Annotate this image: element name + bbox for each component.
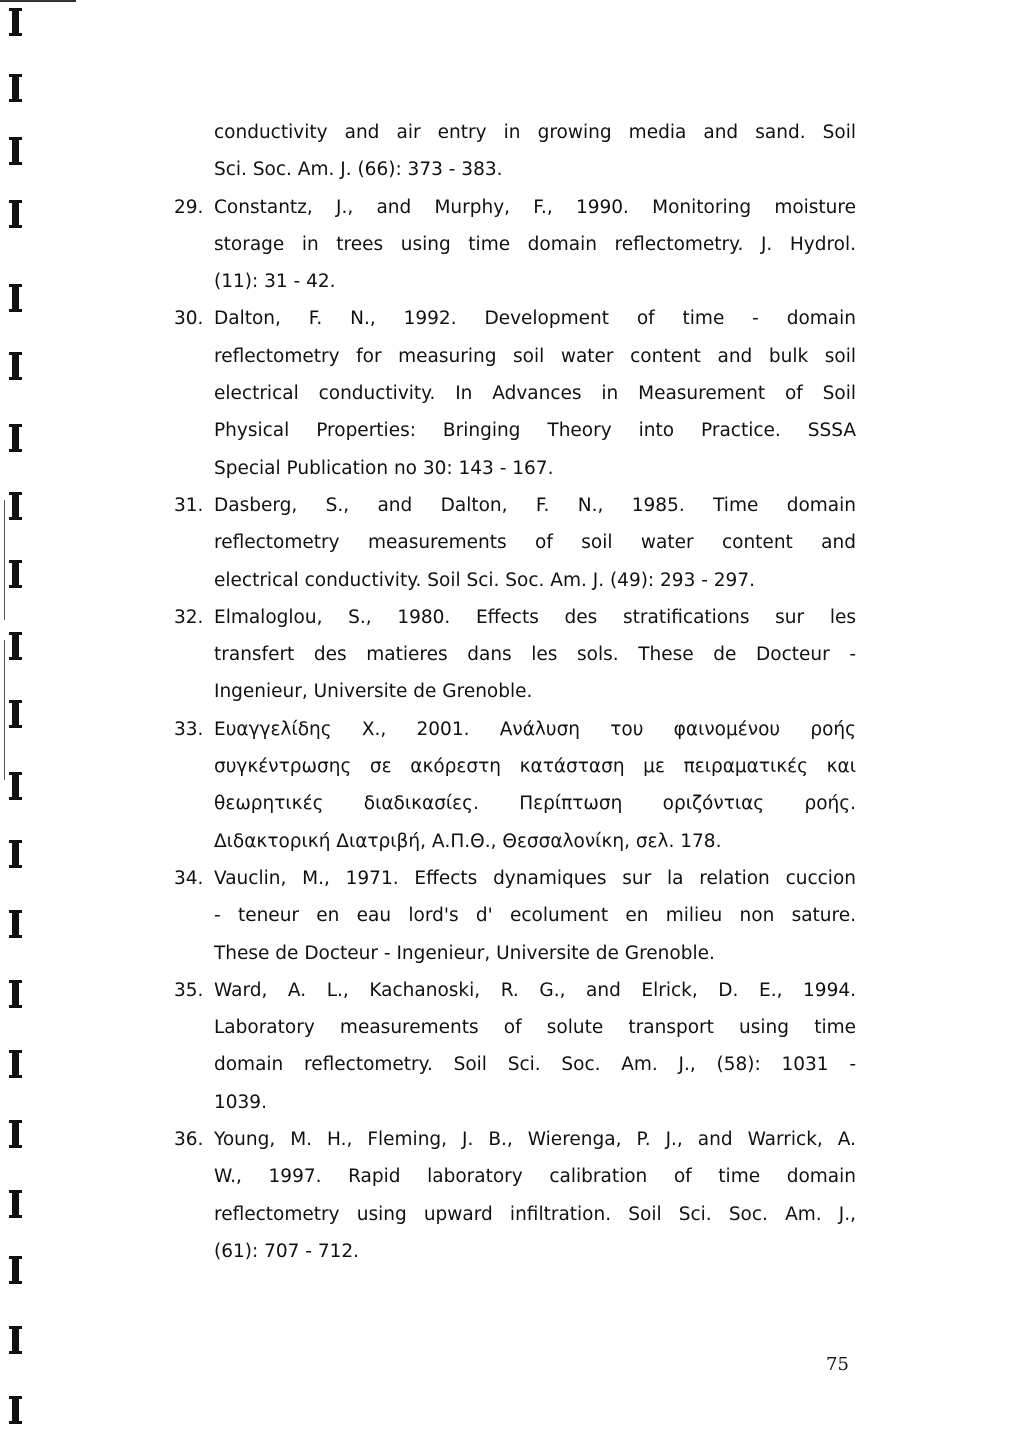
reference-line [174,487,856,524]
page-number: 75 [826,1354,849,1375]
reference-line [174,524,856,561]
reference-line [174,972,856,1009]
reference-text: Young, M. H., Fleming, J. B., Wierenga, P. J., and Warrick, A. [214,1129,856,1151]
reference-line [174,1046,856,1083]
reference-line [174,711,856,748]
reference-entry [174,972,856,1121]
reference-text: Vauclin, M., 1971. Effects dynamiques sur la relation cuccion [214,867,856,889]
reference-line [174,338,856,375]
reference-text: 1039. [214,1091,267,1113]
reference-text: Physical Properties: Bringing Theory into Practice. SSSA [214,420,856,442]
scan-edge-line [4,500,5,620]
reference-number: 29. [174,196,204,218]
reference-text: transfert des matieres dans les sols. These de Docteur - [214,644,856,666]
reference-text: - teneur en eau lord's d' ecolument en milieu non sature. [214,905,856,927]
reference-text: These de Docteur - Ingenieur, Universite de Grenoble. [214,942,715,964]
reference-line [174,263,856,300]
reference-text: electrical conductivity. Soil Sci. Soc. Am. J. (49): 293 - 297. [214,569,755,591]
reference-text: Sci. Soc. Am. J. (66): 373 - 383. [214,159,503,181]
reference-text: reflectometry measurements of soil water content and [214,532,856,554]
reference-number: 36. [174,1129,204,1151]
reference-text: Διδακτορική Διατριβή, Α.Π.Θ., Θεσσαλονίκη, σελ. 178. [214,830,722,852]
reference-text: Constantz, J., and Murphy, F., 1990. Monitoring moisture [214,196,856,218]
reference-line [174,226,856,263]
reference-line [174,114,856,151]
reference-text: reflectometry using upward infiltration. Soil Sci. Soc. Am. J., [214,1203,856,1225]
reference-line [174,785,856,822]
reference-line [174,300,856,337]
reference-text: Ευαγγελίδης Χ., 2001. Ανάλυση του φαινομένου ροής [214,718,856,740]
reference-line [174,412,856,449]
reference-entry [174,487,856,599]
reference-text: Dasberg, S., and Dalton, F. N., 1985. Time domain [214,494,856,516]
reference-line [174,1196,856,1233]
reference-number: 32. [174,606,204,628]
reference-entry [174,711,856,860]
reference-entry [174,114,856,189]
reference-number: 35. [174,979,204,1001]
reference-text: W., 1997. Rapid laboratory calibration of time domain [214,1166,856,1188]
reference-line [174,897,856,934]
reference-text: conductivity and air entry in growing media and sand. Soil [214,122,856,143]
reference-text: Special Publication no 30: 143 - 167. [214,457,554,479]
reference-line [174,636,856,673]
reference-list [174,114,856,1270]
reference-line [174,823,856,860]
reference-number: 30. [174,308,204,330]
reference-number: 31. [174,494,204,516]
reference-entry [174,599,856,711]
reference-text: (61): 707 - 712. [214,1240,360,1262]
scan-binding-marks [0,0,40,1448]
scan-edge-line [0,0,76,2]
reference-text: Laboratory measurements of solute transport using time [214,1017,856,1039]
reference-line [174,1158,856,1195]
reference-number: 33. [174,718,204,740]
reference-number: 34. [174,867,204,889]
reference-line [174,599,856,636]
reference-line [174,189,856,226]
reference-line [174,1084,856,1121]
reference-text: Elmaloglou, S., 1980. Effects des stratifications sur les [214,606,856,628]
reference-text: θεωρητικές διαδικασίες. Περίπτωση οριζόντιας ροής. [214,793,856,815]
reference-line [174,562,856,599]
reference-line [174,748,856,785]
reference-line [174,1121,856,1158]
reference-text: (11): 31 - 42. [214,271,336,293]
reference-entry [174,189,856,301]
reference-line [174,860,856,897]
reference-line [174,375,856,412]
reference-entry [174,860,856,972]
scan-edge-line [4,640,5,780]
reference-line [174,151,856,188]
reference-text: storage in trees using time domain reflectometry. J. Hydrol. [214,233,856,255]
reference-text: electrical conductivity. In Advances in Measurement of Soil [214,383,856,405]
reference-text: συγκέντρωσης σε ακόρεστη κατάσταση με πειραματικές και [214,756,856,778]
reference-entry [174,1121,856,1270]
reference-entry [174,300,856,486]
reference-text: Dalton, F. N., 1992. Development of time - domain [214,308,856,330]
reference-text: Ward, A. L., Kachanoski, R. G., and Elrick, D. E., 1994. [214,979,856,1001]
reference-line [174,450,856,487]
reference-line [174,673,856,710]
reference-line [174,1009,856,1046]
reference-text: reflectometry for measuring soil water content and bulk soil [214,345,856,367]
reference-text: Ingenieur, Universite de Grenoble. [214,681,533,703]
reference-text: domain reflectometry. Soil Sci. Soc. Am. J., (58): 1031 - [214,1054,856,1076]
reference-line [174,1233,856,1270]
reference-line [174,935,856,972]
